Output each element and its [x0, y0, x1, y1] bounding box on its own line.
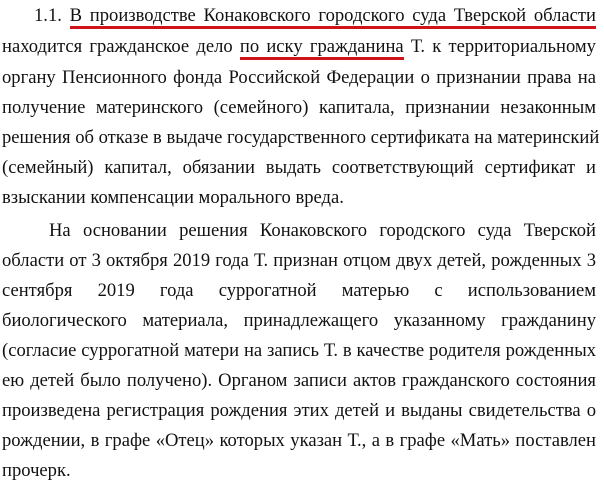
paragraph-1-line-7: взыскании компенсации морального вреда. — [2, 187, 344, 208]
paragraph-1-line-1 — [34, 1, 596, 31]
paragraph-1-line-2 — [2, 32, 596, 62]
underlined-phrase-court: В производстве Конаковского городского суда Тверской области — [70, 5, 596, 29]
paragraph-2-line-1: На основании решения Конаковского городского суда Тверской — [49, 220, 596, 241]
paragraph-2-line-3: сентября 2019 года суррогатной матерью с использованием — [2, 280, 596, 301]
paragraph-2-line-8: рождении, в графе «Отец» которых указан Т., а в графе «Мать» поставлен — [2, 430, 596, 451]
paragraph-2-line-9: прочерк. — [2, 460, 71, 481]
paragraph-2-line-2: области от 3 октября 2019 года Т. признан отцом двух детей, рожденных 3 — [2, 250, 596, 271]
paragraph-2-line-6: ею детей было получено). Органом записи актов гражданского состояния — [2, 370, 596, 391]
text-segment: Т. к территориальному — [410, 36, 596, 57]
paragraph-1-line-5: решения об отказе в выдаче государственного сертификата на материнский — [2, 127, 600, 148]
paragraph-2-line-4: биологического материала, принадлежащего указанному гражданину — [2, 310, 596, 331]
paragraph-number: 1.1. — [34, 5, 62, 26]
paragraph-1-line-3: органу Пенсионного фонда Российской Федерации о признании права на — [2, 67, 596, 88]
paragraph-1-line-4: получение материнского (семейного) капитала, признании незаконным — [2, 97, 596, 118]
paragraph-1-line-6: (семейный) капитал, обязании выдать соответствующий сертификат и — [2, 157, 596, 178]
underlined-phrase-lawsuit: по иску гражданина — [240, 36, 404, 60]
text-segment: находится гражданское дело — [2, 36, 233, 57]
paragraph-2-line-7: произведена регистрация рождения этих детей и выданы свидетельства о — [2, 400, 596, 421]
paragraph-2-line-5: (согласие суррогатной матери на запись Т. в качестве родителя рожденных — [2, 340, 596, 361]
